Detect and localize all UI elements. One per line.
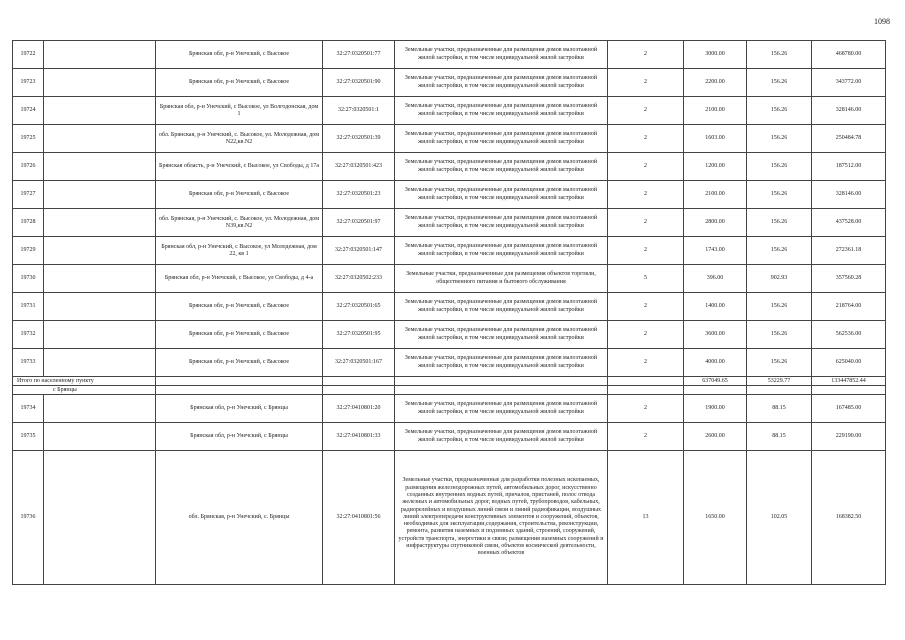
- row-value: 625040.00: [812, 349, 886, 377]
- row-empty: [44, 41, 156, 69]
- row-empty: [44, 237, 156, 265]
- table-row: [13, 41, 886, 69]
- row-address: Брянская обл, р-н Унечский, с Высокое: [156, 321, 323, 349]
- row-group: 2: [608, 395, 684, 423]
- row-empty: [44, 423, 156, 451]
- row-land-purpose: Земельные участки, предназначенные для размещения домов малоэтажной жилой застройки, в том числе индивидуальной жилой застройки: [395, 423, 608, 451]
- row-value: 218764.00: [812, 293, 886, 321]
- locality-empty-cell: [395, 386, 608, 395]
- row-id: 19723: [13, 69, 44, 97]
- row-empty: [44, 293, 156, 321]
- table-body-total: [13, 377, 886, 395]
- row-cadastral-number: 32:27:0320501:23: [323, 181, 395, 209]
- row-cadastral-number: 32:27:0410801:20: [323, 395, 395, 423]
- row-group: 2: [608, 153, 684, 181]
- row-cadastral-number: 32:27:0320501:1: [323, 97, 395, 125]
- row-cadastral-number: 32:27:0320501:90: [323, 69, 395, 97]
- row-group: 2: [608, 41, 684, 69]
- row-land-purpose: Земельные участки, предназначенные для размещения домов малоэтажной жилой застройки, в том числе индивидуальной жилой застройки: [395, 349, 608, 377]
- row-land-purpose: Земельные участки, предназначенные для размещения домов малоэтажной жилой застройки, в том числе индивидуальной жилой застройки: [395, 41, 608, 69]
- row-address: обл. Брянская, р-н Унечский, с. Высокое, ул. Молодежная, дом N22,кв.N2: [156, 125, 323, 153]
- row-address: Брянская область, р-н Унечский, с Высокое, ул Свободы, д 17а: [156, 153, 323, 181]
- row-empty: [44, 97, 156, 125]
- row-area: 1900.00: [684, 395, 747, 423]
- row-area: 4000.00: [684, 349, 747, 377]
- row-id: 19736: [13, 451, 44, 585]
- table-row: [13, 321, 886, 349]
- row-cadastral-number: 32:27:0320501:39: [323, 125, 395, 153]
- row-value: 357560.28: [812, 265, 886, 293]
- row-cadastral-number: 32:27:0320502:233: [323, 265, 395, 293]
- row-group: 2: [608, 423, 684, 451]
- row-address: Брянская обл, р-н Унечский, с Высокое: [156, 349, 323, 377]
- row-area: 1743.00: [684, 237, 747, 265]
- row-empty: [44, 451, 156, 585]
- row-land-purpose: Земельные участки, предназначенные для размещения домов малоэтажной жилой застройки, в том числе индивидуальной жилой застройки: [395, 69, 608, 97]
- row-land-purpose: Земельные участки, предназначенные для размещения домов малоэтажной жилой застройки, в том числе индивидуальной жилой застройки: [395, 209, 608, 237]
- row-area: 2100.00: [684, 181, 747, 209]
- table-row: [13, 237, 886, 265]
- row-area: 396.00: [684, 265, 747, 293]
- row-address: Брянская обл, р-н Унечский, с Высокое, ул Молодежная, дом 22, кв 1: [156, 237, 323, 265]
- total-label: Итого по населенному пункту: [13, 377, 156, 386]
- row-empty: [44, 153, 156, 181]
- row-rate: 88.15: [747, 423, 812, 451]
- row-empty: [44, 265, 156, 293]
- row-group: 2: [608, 69, 684, 97]
- row-area: 1650.00: [684, 451, 747, 585]
- row-area: 3000.00: [684, 41, 747, 69]
- row-rate: 902.93: [747, 265, 812, 293]
- row-empty: [44, 321, 156, 349]
- row-address: Брянская обл, р-н Унечский, с Высокое: [156, 181, 323, 209]
- page-number: 1098: [874, 17, 890, 26]
- row-id: 19729: [13, 237, 44, 265]
- row-cadastral-number: 32:27:0410801:56: [323, 451, 395, 585]
- row-group: 2: [608, 293, 684, 321]
- table-row: [13, 97, 886, 125]
- row-group: 5: [608, 265, 684, 293]
- row-rate: 102.05: [747, 451, 812, 585]
- row-land-purpose: Земельные участки, предназначенные для размещения объектов торговли, общественного питания и бытового обслуживания: [395, 265, 608, 293]
- table-row: [13, 293, 886, 321]
- row-id: 19733: [13, 349, 44, 377]
- table-body-section-a: [13, 41, 886, 377]
- locality-row: [13, 386, 886, 395]
- row-empty: [44, 125, 156, 153]
- row-id: 19734: [13, 395, 44, 423]
- row-address: Брянская обл, р-н Унечский, с Высокое: [156, 69, 323, 97]
- row-id: 19726: [13, 153, 44, 181]
- row-cadastral-number: 32:27:0320501:95: [323, 321, 395, 349]
- table-row: [13, 209, 886, 237]
- row-empty: [44, 69, 156, 97]
- row-rate: 156.26: [747, 125, 812, 153]
- locality-label: с Брянцы: [13, 386, 156, 395]
- row-id: 19732: [13, 321, 44, 349]
- row-address: обл. Брянская, р-н Унечский, с. Высокое, ул. Молодежная, дом N39,кв.N2: [156, 209, 323, 237]
- row-area: 1400.00: [684, 293, 747, 321]
- table-row: [13, 265, 886, 293]
- row-land-purpose: Земельные участки, предназначенные для размещения домов малоэтажной жилой застройки, в том числе индивидуальной жилой застройки: [395, 153, 608, 181]
- locality-empty-cell: [156, 386, 323, 395]
- total-empty-cell: [323, 377, 395, 386]
- row-land-purpose: Земельные участки, предназначенные для размещения домов малоэтажной жилой застройки, в том числе индивидуальной жилой застройки: [395, 237, 608, 265]
- table-body-section-c: [13, 451, 886, 585]
- row-rate: 156.26: [747, 97, 812, 125]
- row-value: 229190.00: [812, 423, 886, 451]
- row-rate: 156.26: [747, 153, 812, 181]
- row-land-purpose: Земельные участки, предназначенные для размещения домов малоэтажной жилой застройки, в том числе индивидуальной жилой застройки: [395, 293, 608, 321]
- row-value: 343772.00: [812, 69, 886, 97]
- total-value: 133447852.44: [812, 377, 886, 386]
- row-group: 2: [608, 321, 684, 349]
- row-value: 250484.78: [812, 125, 886, 153]
- row-area: 2200.00: [684, 69, 747, 97]
- row-group: 2: [608, 237, 684, 265]
- row-id: 19735: [13, 423, 44, 451]
- row-group: 13: [608, 451, 684, 585]
- row-cadastral-number: 32:27:0320501:423: [323, 153, 395, 181]
- row-area: 2800.00: [684, 209, 747, 237]
- table-row: [13, 153, 886, 181]
- row-land-purpose: Земельные участки, предназначенные для размещения домов малоэтажной жилой застройки, в том числе индивидуальной жилой застройки: [395, 321, 608, 349]
- row-value: 187512.00: [812, 153, 886, 181]
- row-rate: 156.26: [747, 209, 812, 237]
- row-id: 19724: [13, 97, 44, 125]
- locality-empty-cell: [684, 386, 747, 395]
- row-rate: 156.26: [747, 349, 812, 377]
- row-group: 2: [608, 125, 684, 153]
- row-cadastral-number: 32:27:0320501:65: [323, 293, 395, 321]
- total-row: [13, 377, 886, 386]
- row-land-purpose: Земельные участки, предназначенные для размещения домов малоэтажной жилой застройки, в том числе индивидуальной жилой застройки: [395, 181, 608, 209]
- row-empty: [44, 349, 156, 377]
- row-land-purpose: Земельные участки, предназначенные для размещения домов малоэтажной жилой застройки, в том числе индивидуальной жилой застройки: [395, 395, 608, 423]
- locality-empty-cell: [323, 386, 395, 395]
- row-value: 562536.00: [812, 321, 886, 349]
- row-group: 2: [608, 209, 684, 237]
- row-area: 2600.00: [684, 423, 747, 451]
- row-empty: [44, 395, 156, 423]
- row-cadastral-number: 32:27:0320501:77: [323, 41, 395, 69]
- row-address: Брянская обл, р-н Унечский, с Высокое: [156, 41, 323, 69]
- row-land-purpose: Земельные участки, предназначенные для разработки полезных ископаемых, размещения железнодорожных путей, автомобильных дорог, искусственно созданных внутренних водных путей, причалов, пристаней, полос отвода железных и автомобильных дорог, водных путей, трубопроводов, кабельных, радиорелейных и воздушных линий связи и линий радиофикации, воздушных линий электропередачи конструктивных элементов и сооружений, объектов, необходимых для эксплуатации,содержания, строительства, реконструкции, ремонта, развития наземных и подземных зданий, строений, сооружений, устройств транспорта, энергетики и связи; размещения наземных сооружений и инфраструктуры спутниковой связи, объектов космической деятельности, военных объектов: [395, 451, 608, 585]
- row-empty: [44, 209, 156, 237]
- locality-empty-cell: [608, 386, 684, 395]
- row-value: 437528.00: [812, 209, 886, 237]
- row-id: 19731: [13, 293, 44, 321]
- row-rate: 156.26: [747, 293, 812, 321]
- table-body-section-b: [13, 395, 886, 451]
- table-row: [13, 349, 886, 377]
- row-id: 19725: [13, 125, 44, 153]
- row-address: Брянская обл, р-н Унечский, с Высокое: [156, 293, 323, 321]
- row-group: 2: [608, 349, 684, 377]
- row-value: 272361.18: [812, 237, 886, 265]
- row-value: 468780.00: [812, 41, 886, 69]
- row-rate: 156.26: [747, 69, 812, 97]
- row-address: Брянская обл, р-н Унечский, с Брянцы: [156, 423, 323, 451]
- total-area: 637049.65: [684, 377, 747, 386]
- total-rate: 53229.77: [747, 377, 812, 386]
- row-area: 1603.00: [684, 125, 747, 153]
- table-row: [13, 395, 886, 423]
- row-rate: 156.26: [747, 237, 812, 265]
- table-row: [13, 125, 886, 153]
- row-id: 19728: [13, 209, 44, 237]
- row-address: Брянская обл, р-н Унечский, с Брянцы: [156, 395, 323, 423]
- table-row: [13, 181, 886, 209]
- row-rate: 156.26: [747, 321, 812, 349]
- total-empty-cell: [608, 377, 684, 386]
- row-area: 1200.00: [684, 153, 747, 181]
- locality-empty-cell: [747, 386, 812, 395]
- row-id: 19727: [13, 181, 44, 209]
- total-empty-cell: [395, 377, 608, 386]
- row-value: 168382.50: [812, 451, 886, 585]
- row-rate: 156.26: [747, 181, 812, 209]
- row-land-purpose: Земельные участки, предназначенные для размещения домов малоэтажной жилой застройки, в том числе индивидуальной жилой застройки: [395, 97, 608, 125]
- row-rate: 156.26: [747, 41, 812, 69]
- row-value: 328146.00: [812, 181, 886, 209]
- row-id: 19730: [13, 265, 44, 293]
- row-cadastral-number: 32:27:0320501:97: [323, 209, 395, 237]
- row-cadastral-number: 32:27:0320501:147: [323, 237, 395, 265]
- locality-empty-cell: [812, 386, 886, 395]
- cadastral-value-table: [12, 40, 886, 585]
- table-row: [13, 451, 886, 585]
- row-area: 2100.00: [684, 97, 747, 125]
- table-row: [13, 423, 886, 451]
- row-group: 2: [608, 181, 684, 209]
- row-land-purpose: Земельные участки, предназначенные для размещения домов малоэтажной жилой застройки, в том числе индивидуальной жилой застройки: [395, 125, 608, 153]
- row-cadastral-number: 32:27:0320501:167: [323, 349, 395, 377]
- row-id: 19722: [13, 41, 44, 69]
- row-area: 3600.00: [684, 321, 747, 349]
- row-value: 328146.00: [812, 97, 886, 125]
- total-empty-cell: [156, 377, 323, 386]
- row-value: 167485.00: [812, 395, 886, 423]
- row-cadastral-number: 32:27:0410801:33: [323, 423, 395, 451]
- table-row: [13, 69, 886, 97]
- row-address: Брянская обл, р-н Унечский, с Высокое, ул Волгодонская, дом 1: [156, 97, 323, 125]
- row-group: 2: [608, 97, 684, 125]
- row-address: Брянская обл, р-н Унечский, с Высокое, ул Свободы, д 4-а: [156, 265, 323, 293]
- row-rate: 88.15: [747, 395, 812, 423]
- row-empty: [44, 181, 156, 209]
- row-address: обл. Брянская, р-н Унечский, с. Брянцы: [156, 451, 323, 585]
